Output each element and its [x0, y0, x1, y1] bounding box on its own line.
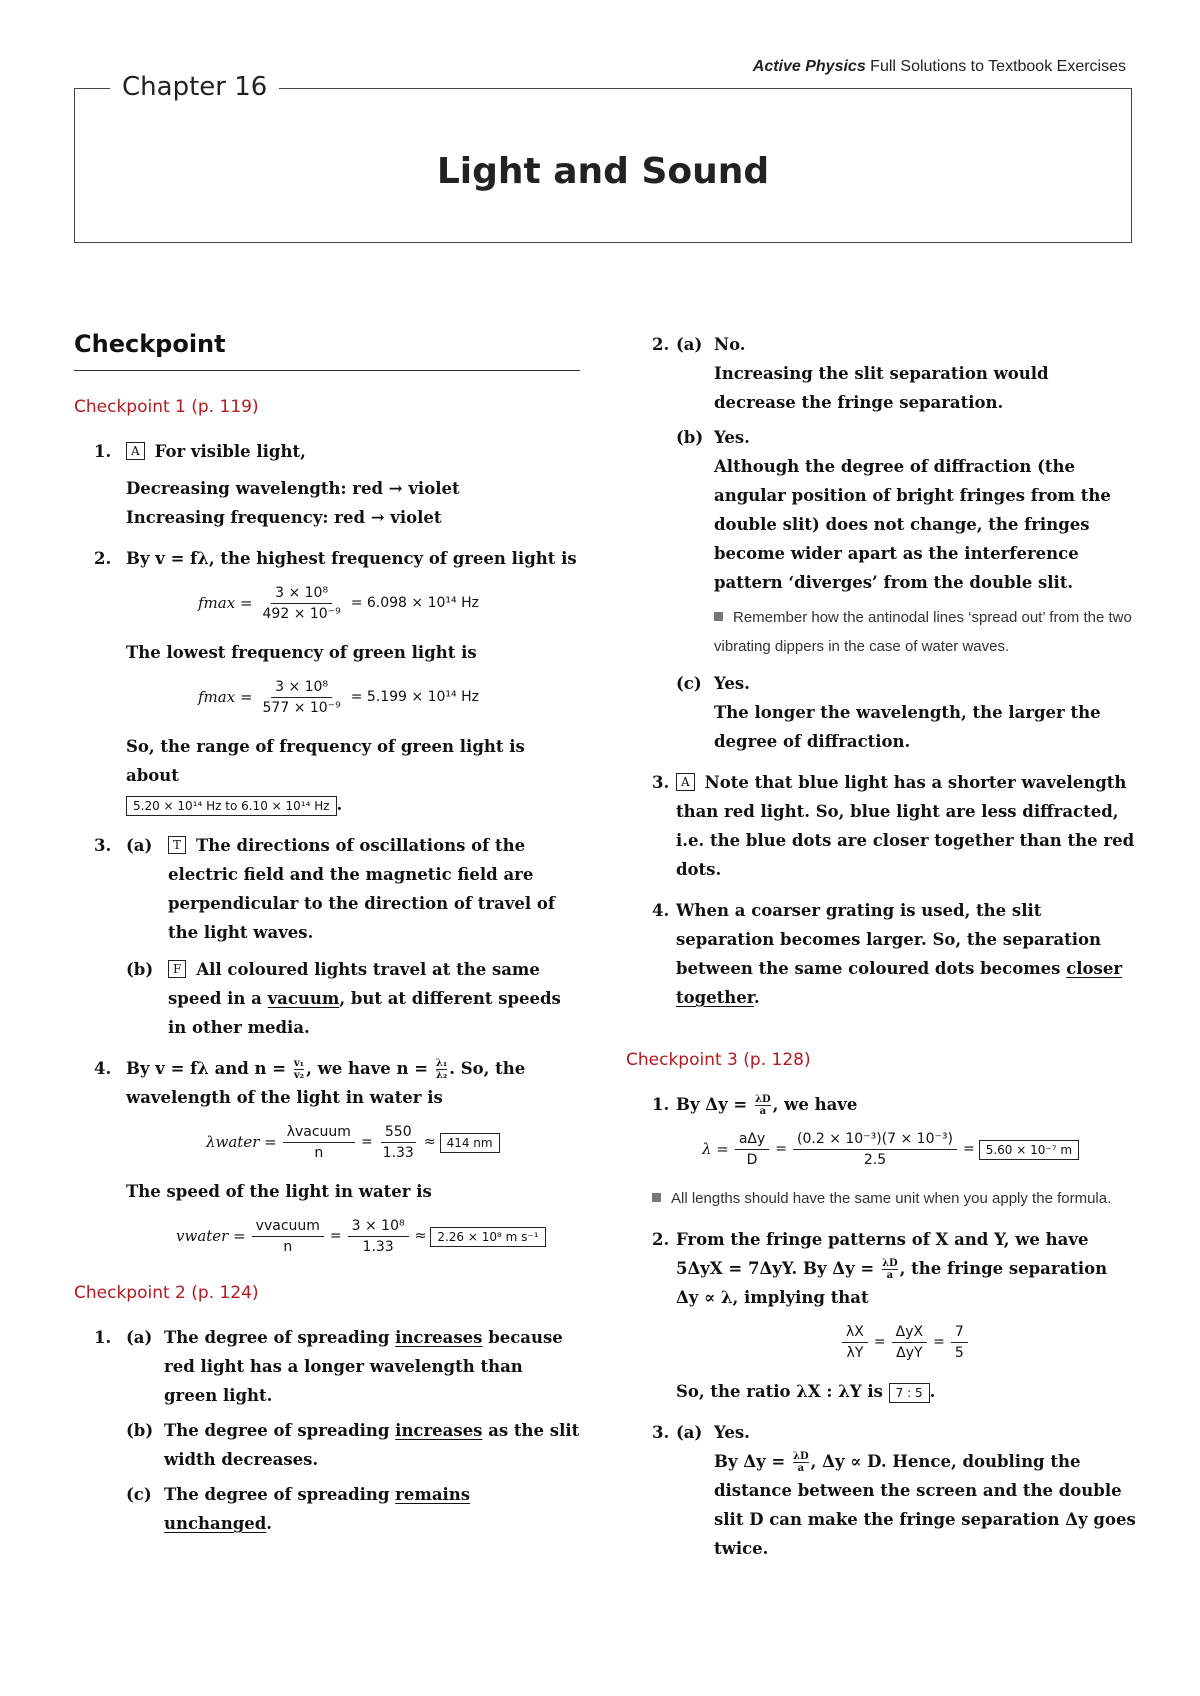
numerator: λ₁ — [435, 1058, 448, 1069]
eq-lhs: fmax = — [198, 688, 253, 706]
answer-text: , we have n = — [306, 1059, 434, 1078]
equation — [126, 583, 580, 624]
numerator: λD — [754, 1094, 771, 1105]
fraction — [259, 677, 345, 718]
sub-label: (a) — [676, 335, 703, 354]
answer-text: , but at different speeds in other media. — [168, 989, 561, 1037]
sub-part-b — [126, 1416, 580, 1474]
teaching-note — [652, 1184, 1136, 1213]
numerator: 3 × 10⁸ — [271, 583, 332, 604]
fraction — [436, 1058, 447, 1081]
cp3-question-2 — [626, 1225, 1136, 1406]
answer-text: By v = fλ and n = — [126, 1059, 292, 1078]
numerator: 550 — [381, 1122, 416, 1143]
answer-text: All coloured lights travel at the same speed in a — [168, 960, 540, 1008]
fraction — [793, 1451, 809, 1474]
answer-text: , the fringe separation — [899, 1259, 1108, 1278]
equation: λ = $\frac{\text{aΔy}}{D}$ = $\frac{\text{(0.2 × 10⁻³)(7 × 10⁻³)}}{2.5}$ = 5.60 × 10⁻⁷ m — [676, 1129, 1136, 1170]
fraction — [259, 583, 345, 624]
answer-text: as the slit width decreases. — [164, 1421, 580, 1469]
underlined-answer: increases — [395, 1421, 483, 1440]
answer-line: Increasing frequency: red → violet — [126, 508, 442, 527]
eq-lhs: λ = — [702, 1140, 729, 1158]
cp2-question-2 — [626, 330, 1136, 756]
numerator: ΔyX — [892, 1322, 927, 1343]
fraction — [252, 1216, 324, 1257]
right-column — [626, 330, 1136, 1575]
answer-box: 7 : 5 — [889, 1383, 930, 1403]
sub-label: (a) — [126, 836, 153, 855]
answer-line: Decreasing wavelength: red → violet — [126, 479, 460, 498]
chapter-label: Chapter 16 — [110, 72, 279, 102]
answer-box: 414 nm — [440, 1133, 500, 1153]
question-number: 3. — [94, 836, 112, 855]
note-text: Remember how the antinodal lines ‘spread out’ from the two vibrating dippers in the case of water waves. — [714, 609, 1132, 655]
fraction — [951, 1322, 968, 1363]
checkpoint-3-heading: Checkpoint 3 (p. 128) — [626, 1050, 811, 1070]
sub-label: (b) — [126, 960, 154, 979]
denominator: a — [797, 1463, 805, 1474]
question-number: 1. — [94, 1328, 112, 1347]
equation: $\frac{\lambda X}{\lambda Y}$ = $\frac{\text{ΔyX}}{\text{ΔyY}}$ = $\frac{7}{5}$ — [676, 1322, 1136, 1363]
cp3-question-3 — [626, 1418, 1136, 1563]
denominator: n — [314, 1145, 324, 1161]
fraction — [348, 1216, 409, 1257]
question-number: 1. — [94, 442, 112, 461]
eq-result: = 5.199 × 10¹⁴ Hz — [350, 689, 479, 705]
numerator: 7 — [951, 1322, 968, 1343]
answer-text: From the fringe patterns of X and Y, we have — [676, 1230, 1089, 1249]
numerator: λvacuum — [283, 1122, 355, 1143]
answer-text: By Δy = — [714, 1452, 791, 1471]
note-bullet-icon — [714, 612, 723, 621]
answer-text: When a coarser grating is used, the slit separation becomes larger. So, the separation between the same coloured dots becomes — [676, 901, 1102, 978]
denominator: 577 × 10⁻⁹ — [262, 700, 341, 716]
sub-part-a — [126, 1323, 580, 1410]
answer-text: , Δy ∝ D. Hence, doubling the distance between the screen and the double slit D can make the fringe separation Δy goes twice. — [714, 1452, 1136, 1558]
answer-tag: F — [168, 960, 186, 978]
sub-label: (c) — [676, 674, 702, 693]
header-brand: Active Physics — [752, 58, 866, 75]
cp1-question-2: 2. By v = fλ, the highest frequency of green light is fmax = $\frac{\text{3 × 10⁸}}{\text{492 × 10⁻⁹}}$ = 6.098 × 10¹⁴ Hz The lowest frequency of green light is fmax = $\frac{\text{3 × 10⁸}}{\text{577 × 10⁻⁹}}$ = 5.199 × 10¹⁴ Hz So, the range of frequency of green light is about 5.20 × 10¹⁴ Hz to 6.10 × 10¹⁴ Hz . — [74, 544, 580, 819]
cp3-question-1 — [626, 1090, 1136, 1213]
cp2-question-4 — [626, 896, 1136, 1012]
answer-text: Note that blue light has a shorter wavelength than red light. So, blue light are less diffracted, i.e. the blue dots are closer together than the red dots. — [676, 773, 1135, 879]
question-number: 3. — [652, 1423, 670, 1442]
eq-lhs: vwater = — [176, 1227, 246, 1245]
cp2-question-1 — [74, 1323, 580, 1538]
answer-text: Yes. — [714, 1423, 750, 1442]
eq-result: = 6.098 × 10¹⁴ Hz — [350, 595, 479, 611]
sub-label: (c) — [126, 1485, 152, 1504]
answer-text: The lowest frequency of green light is — [126, 643, 477, 662]
numerator: (0.2 × 10⁻³)(7 × 10⁻³) — [793, 1129, 957, 1150]
answer-tag: A — [126, 442, 145, 460]
answer-text: By Δy = — [676, 1095, 753, 1114]
chapter-title: Light and Sound — [436, 151, 770, 192]
answer-text: So, the ratio λX : λY is — [676, 1382, 889, 1401]
denominator: λY — [846, 1345, 864, 1361]
fraction — [793, 1129, 957, 1170]
running-header — [753, 58, 1126, 76]
section-title: Checkpoint — [74, 330, 580, 371]
answer-text: No. — [714, 335, 746, 354]
sub-part-c — [126, 1480, 580, 1538]
answer-box: 2.26 × 10⁸ m s⁻¹ — [430, 1227, 545, 1247]
denominator: 2.5 — [863, 1152, 887, 1168]
fraction — [755, 1094, 771, 1117]
equation: λwater = $\frac{\text{λvacuum}}{n}$ = $\frac{550}{1.33}$ ≈ 414 nm — [126, 1122, 580, 1163]
teaching-note — [714, 603, 1136, 661]
answer-text: , we have — [772, 1095, 858, 1114]
question-number: 3. — [652, 773, 670, 792]
answer-box: 5.60 × 10⁻⁷ m — [979, 1140, 1079, 1160]
fraction — [379, 1122, 418, 1163]
answer-text: The directions of oscillations of the electric field and the magnetic field are perpendicular to the direction of travel of the light waves. — [168, 836, 555, 942]
question-number: 2. — [652, 335, 670, 354]
answer-tag: A — [676, 773, 695, 791]
denominator: 1.33 — [362, 1239, 394, 1255]
answer-text: The degree of spreading — [164, 1421, 396, 1440]
numerator: aΔy — [735, 1129, 769, 1150]
denominator: 5 — [954, 1345, 964, 1361]
fraction — [294, 1058, 304, 1081]
cp2-question-3 — [626, 768, 1136, 884]
fraction — [892, 1322, 927, 1363]
eq-lhs: λwater = — [206, 1133, 277, 1151]
numerator: λX — [842, 1322, 868, 1343]
fraction — [842, 1322, 868, 1363]
answer-box: 5.20 × 10¹⁴ Hz to 6.10 × 10¹⁴ Hz — [126, 796, 337, 816]
underlined-answer: remains unchanged — [164, 1485, 471, 1533]
numerator: λD — [881, 1258, 898, 1269]
answer-text: . — [753, 988, 760, 1007]
cp1-question-3 — [74, 831, 580, 1042]
eq-lhs: fmax = — [198, 594, 253, 612]
answer-text: The degree of spreading — [164, 1328, 396, 1347]
sub-label: (b) — [126, 1421, 154, 1440]
equation: vwater = $\frac{\text{vvacuum}}{n}$ = $\frac{\text{3 × 10⁸}}{1.33}$ ≈ 2.26 × 10⁸ m s⁻¹ — [126, 1216, 580, 1257]
note-bullet-icon — [652, 1193, 661, 1202]
equation — [126, 677, 580, 718]
answer-text: Although the degree of diffraction (the angular position of bright fringes from the double slit) does not change, the fringes become wider apart as the interference pattern ‘diverges’ from the double slit. — [714, 457, 1111, 592]
question-number: 4. — [652, 901, 670, 920]
checkpoint-2-heading: Checkpoint 2 (p. 124) — [74, 1283, 259, 1303]
answer-text: For visible light, — [154, 442, 306, 461]
denominator: λ₂ — [435, 1070, 448, 1081]
sub-label: (a) — [676, 1423, 703, 1442]
sub-part-c — [676, 669, 1136, 756]
answer-text: Yes. — [714, 428, 750, 447]
underlined-answer: vacuum — [267, 989, 340, 1008]
sub-label: (a) — [126, 1328, 153, 1347]
sub-part-a — [676, 330, 1136, 417]
numerator: 3 × 10⁸ — [348, 1216, 409, 1237]
answer-text: . So, the wavelength of the light in water is — [126, 1059, 526, 1107]
question-number: 2. — [94, 549, 112, 568]
cp1-question-4 — [74, 1054, 580, 1257]
question-number: 2. — [652, 1230, 670, 1249]
denominator: ΔyY — [896, 1345, 923, 1361]
cp1-question-1 — [74, 437, 580, 532]
chapter-box — [74, 88, 1132, 243]
numerator: λD — [792, 1451, 809, 1462]
checkpoint-1-heading: Checkpoint 1 (p. 119) — [74, 397, 259, 417]
answer-text: The speed of the light in water is — [126, 1182, 432, 1201]
sub-part-b — [676, 423, 1136, 661]
answer-text: Δy ∝ λ, implying that — [676, 1288, 869, 1307]
fraction — [283, 1122, 355, 1163]
denominator: 492 × 10⁻⁹ — [262, 606, 341, 622]
answer-text: So, the range of frequency of green light is about — [126, 737, 525, 785]
answer-text: Yes. — [714, 674, 750, 693]
answer-text: By v = fλ, the highest frequency of green light is — [126, 549, 577, 568]
numerator: v₁ — [293, 1058, 305, 1069]
sub-label: (b) — [676, 428, 704, 447]
question-number: 1. — [652, 1095, 670, 1114]
question-number: 4. — [94, 1059, 112, 1078]
answer-text: . — [929, 1382, 936, 1401]
fraction — [735, 1129, 769, 1170]
denominator: D — [746, 1152, 758, 1168]
header-subtitle: Full Solutions to Textbook Exercises — [870, 58, 1126, 75]
numerator: vvacuum — [252, 1216, 324, 1237]
answer-tag: T — [168, 836, 186, 854]
answer-text: because red light has a longer wavelength than green light. — [164, 1328, 563, 1405]
answer-text: Increasing the slit separation would decrease the fringe separation. — [714, 364, 1049, 412]
denominator: 1.33 — [382, 1145, 414, 1161]
sub-part-a — [126, 831, 580, 947]
answer-text: The degree of spreading — [164, 1485, 396, 1504]
sub-part-a — [676, 1418, 1136, 1563]
denominator: a — [886, 1270, 894, 1281]
answer-text: . — [266, 1514, 273, 1533]
answer-text: The longer the wavelength, the larger the degree of diffraction. — [714, 703, 1101, 751]
denominator: a — [759, 1106, 767, 1117]
fraction — [882, 1258, 898, 1281]
answer-text: 5ΔyX = 7ΔyY. By Δy = — [676, 1259, 880, 1278]
denominator: v₂ — [293, 1070, 305, 1081]
note-text: All lengths should have the same unit when you apply the formula. — [671, 1190, 1112, 1207]
underlined-answer: increases — [395, 1328, 483, 1347]
denominator: n — [283, 1239, 293, 1255]
numerator: 3 × 10⁸ — [271, 677, 332, 698]
left-column — [74, 330, 580, 1550]
underlined-answer: closer together — [676, 959, 1123, 1007]
sub-part-b — [126, 955, 580, 1042]
